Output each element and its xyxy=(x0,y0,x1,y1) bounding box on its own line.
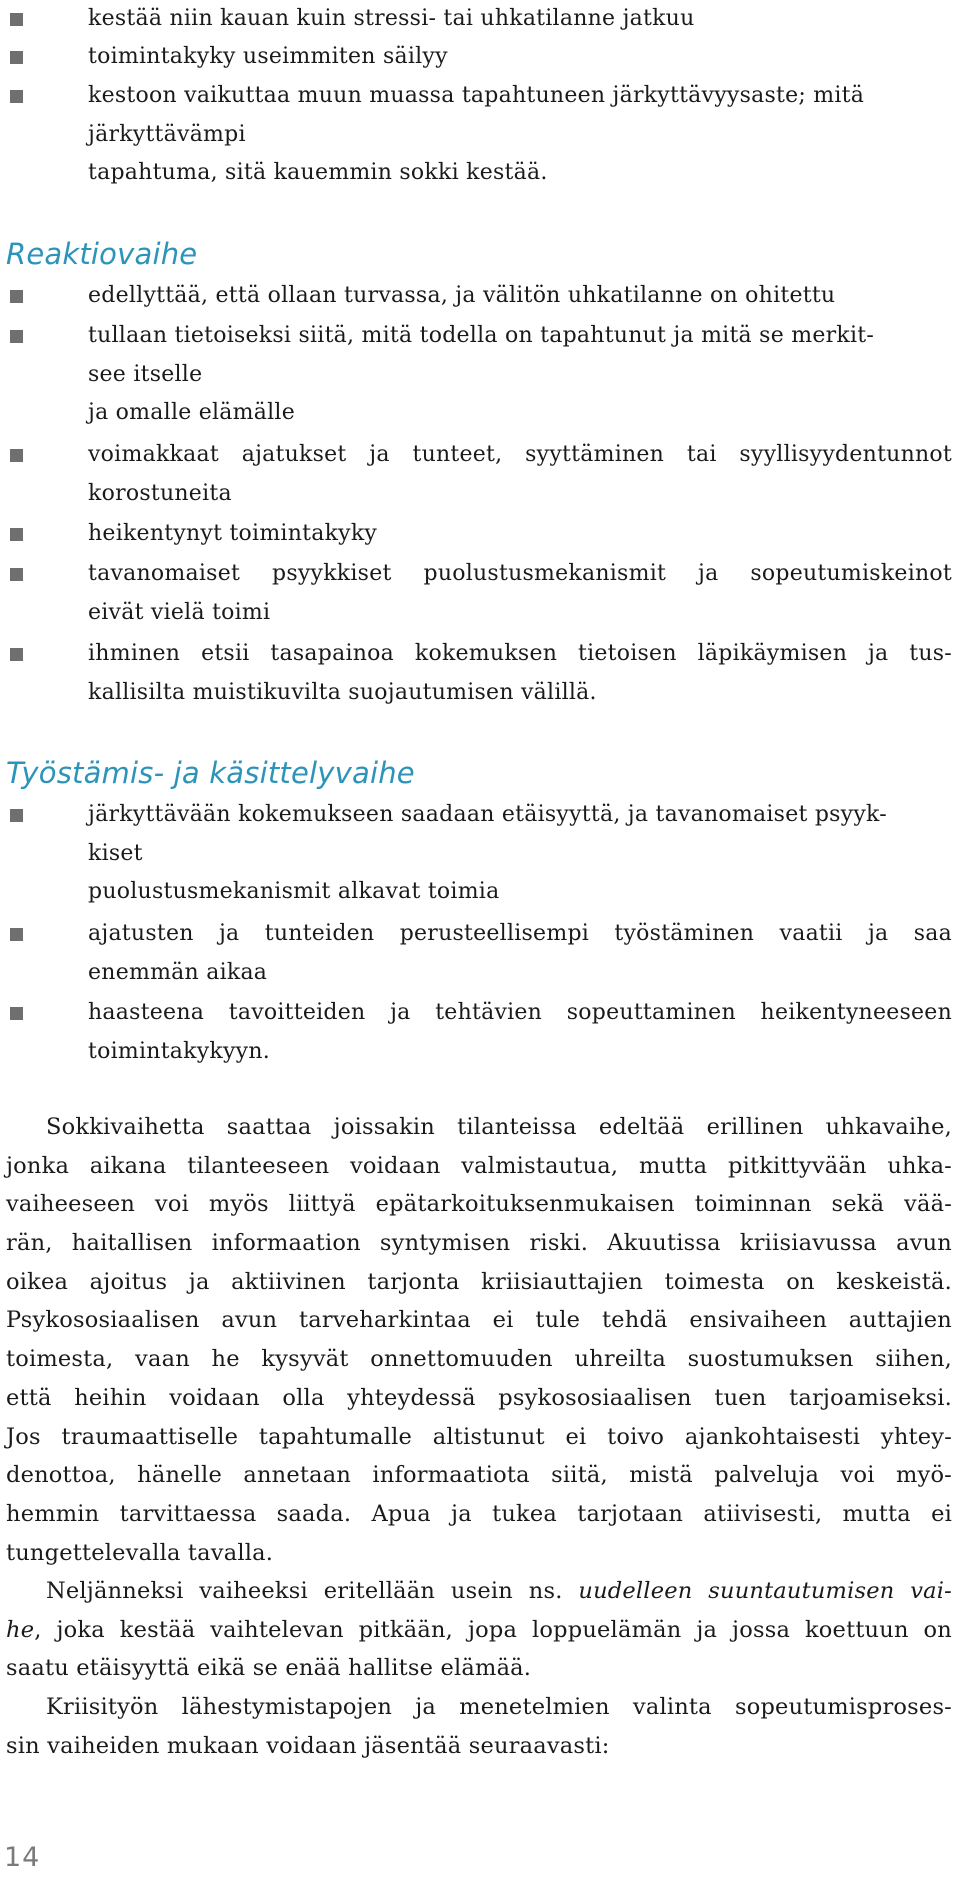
list-item-text: tullaan tietoiseksi siitä, mitä todella on tapahtunut ja mitä se merkit- xyxy=(88,323,875,348)
paragraph-line: Jos traumaattiselle tapahtumalle altistunut ei toivo ajankohtaisesti yhtey- xyxy=(6,1423,952,1450)
list-item-text: ajatusten ja tunteiden perusteellisempi työstäminen vaatii ja saa xyxy=(88,921,952,946)
list-item xyxy=(0,994,960,1071)
paragraph-text: , joka kestää vaihtelevan pitkään, jopa loppuelämän ja jossa koettuun on xyxy=(34,1616,952,1643)
bullet-square-icon xyxy=(10,1007,23,1020)
list-item-text: tavanomaiset psyykkiset puolustusmekanismit ja sopeutumiskeinot xyxy=(88,561,952,586)
bullet-square-icon xyxy=(10,330,23,343)
paragraph-line: Psykososiaalisen avun tarveharkintaa ei tule tehdä ensivaiheen auttajien xyxy=(6,1307,952,1334)
paragraph-line: jonka aikana tilanteeseen voidaan valmistautua, mutta pitkittyvään uhka- xyxy=(6,1152,952,1179)
list-item-text: enemmän aikaa xyxy=(88,959,268,985)
list-item xyxy=(0,317,960,433)
list-item-text: kestoon vaikuttaa muun muassa tapahtuneen järkyttävyysaste; mitä xyxy=(88,83,865,108)
list-item-text: korostuneita xyxy=(88,480,232,506)
body-paragraph xyxy=(6,1688,952,1765)
list-item-text: puolustusmekanismit alkavat toimia xyxy=(88,879,500,904)
italic-term: uudelleen suuntautumisen vai- xyxy=(578,1578,952,1604)
page-number: 14 xyxy=(4,1842,41,1873)
paragraph-line xyxy=(6,1611,952,1650)
list-item-text: ja omalle elämälle xyxy=(88,400,295,425)
section-heading-processing: Työstämis- ja käsittelyvaihe xyxy=(6,756,415,790)
list-item-text: ihminen etsii tasapainoa kokemuksen tietoisen läpikäymisen ja tus- xyxy=(88,641,952,666)
body-paragraph xyxy=(6,1572,952,1688)
list-item-text: kiset xyxy=(88,840,143,866)
section-heading-reaction: Reaktiovaihe xyxy=(6,237,198,271)
bullet-square-icon xyxy=(10,928,23,941)
paragraph-line: Kriisityön lähestymistapojen ja menetelmien valinta sopeutumisproses- xyxy=(46,1694,952,1720)
list-item xyxy=(0,635,960,712)
list-item xyxy=(0,796,960,912)
paragraph-line: että heihin voidaan olla yhteydessä psykososiaalisen tuen tarjoamiseksi. xyxy=(6,1384,952,1411)
list-item-text: järkyttävään kokemukseen saadaan etäisyyttä, ja tavanomaiset psyyk- xyxy=(88,802,887,827)
bullet-square-icon xyxy=(10,290,23,303)
paragraph-line: saatu etäisyyttä eikä se enää hallitse elämää. xyxy=(6,1655,532,1682)
paragraph-line: oikea ajoitus ja aktiivinen tarjonta kriisiauttajien toimesta on keskeistä. xyxy=(6,1268,952,1295)
list-item-text: voimakkaat ajatukset ja tunteet, syyttäminen tai syyllisyydentunnot xyxy=(88,442,952,467)
list-item xyxy=(0,515,960,554)
paragraph-line: tungettelevalla tavalla. xyxy=(6,1539,274,1566)
paragraph-line: toimesta, vaan he kysyvät onnettomuuden uhreilta suostumuksen siihen, xyxy=(6,1346,952,1373)
list-item-text: heikentynyt toimintakyky xyxy=(88,521,378,546)
paragraph-line: hemmin tarvittaessa saada. Apua ja tukea tarjotaan atiivisesti, mutta ei xyxy=(6,1500,952,1527)
list-item-text: kestää niin kauan kuin stressi- tai uhkatilanne jatkuu xyxy=(88,6,695,31)
list-item xyxy=(0,915,960,992)
paragraph-line: sin vaiheiden mukaan voidaan jäsentää seuraavasti: xyxy=(6,1732,610,1759)
bullet-square-icon xyxy=(10,568,23,581)
paragraph-text: Neljänneksi vaiheeksi eritellään usein ns. xyxy=(46,1578,579,1604)
bullet-square-icon xyxy=(10,648,23,661)
body-paragraph xyxy=(6,1108,952,1572)
list-item-text: toimintakykyyn. xyxy=(88,1038,271,1064)
list-item-text: haasteena tavoitteiden ja tehtävien sopeuttaminen heikentyneeseen xyxy=(88,1000,952,1025)
paragraph-line: rän, haitallisen informaation syntymisen riski. Akuutissa kriisiavussa avun xyxy=(6,1230,952,1257)
bullet-square-icon xyxy=(10,13,23,26)
list-item-text: see itselle xyxy=(88,361,203,387)
paragraph-line: vaiheeseen voi myös liittyä epätarkoituksenmukaisen toiminnan sekä vää- xyxy=(6,1191,952,1218)
list-item-text: kallisilta muistikuvilta suojautumisen välillä. xyxy=(88,679,597,705)
paragraph-line: denottoa, hänelle annetaan informaatiota siitä, mistä palveluja voi myö- xyxy=(6,1462,952,1489)
list-item xyxy=(0,555,960,632)
list-item-text: järkyttävämpi xyxy=(88,121,246,147)
list-item-text: eivät vielä toimi xyxy=(88,599,271,625)
paragraph-line: Sokkivaihetta saattaa joissakin tilanteissa edeltää erillinen uhkavaihe, xyxy=(46,1114,952,1140)
list-item xyxy=(0,277,960,316)
paragraph-line xyxy=(6,1572,952,1611)
list-item-text: tapahtuma, sitä kauemmin sokki kestää. xyxy=(88,160,548,185)
list-item xyxy=(0,436,960,513)
bullet-square-icon xyxy=(10,809,23,822)
list-item-text: toimintakyky useimmiten säilyy xyxy=(88,44,448,69)
bullet-square-icon xyxy=(10,51,23,64)
bullet-square-icon xyxy=(10,90,23,103)
list-item xyxy=(0,0,960,39)
list-item xyxy=(0,77,960,193)
list-item xyxy=(0,38,960,77)
bullet-square-icon xyxy=(10,449,23,462)
list-item-text: edellyttää, että ollaan turvassa, ja välitön uhkatilanne on ohitettu xyxy=(88,283,836,308)
bullet-square-icon xyxy=(10,528,23,541)
italic-term: he xyxy=(6,1616,35,1643)
